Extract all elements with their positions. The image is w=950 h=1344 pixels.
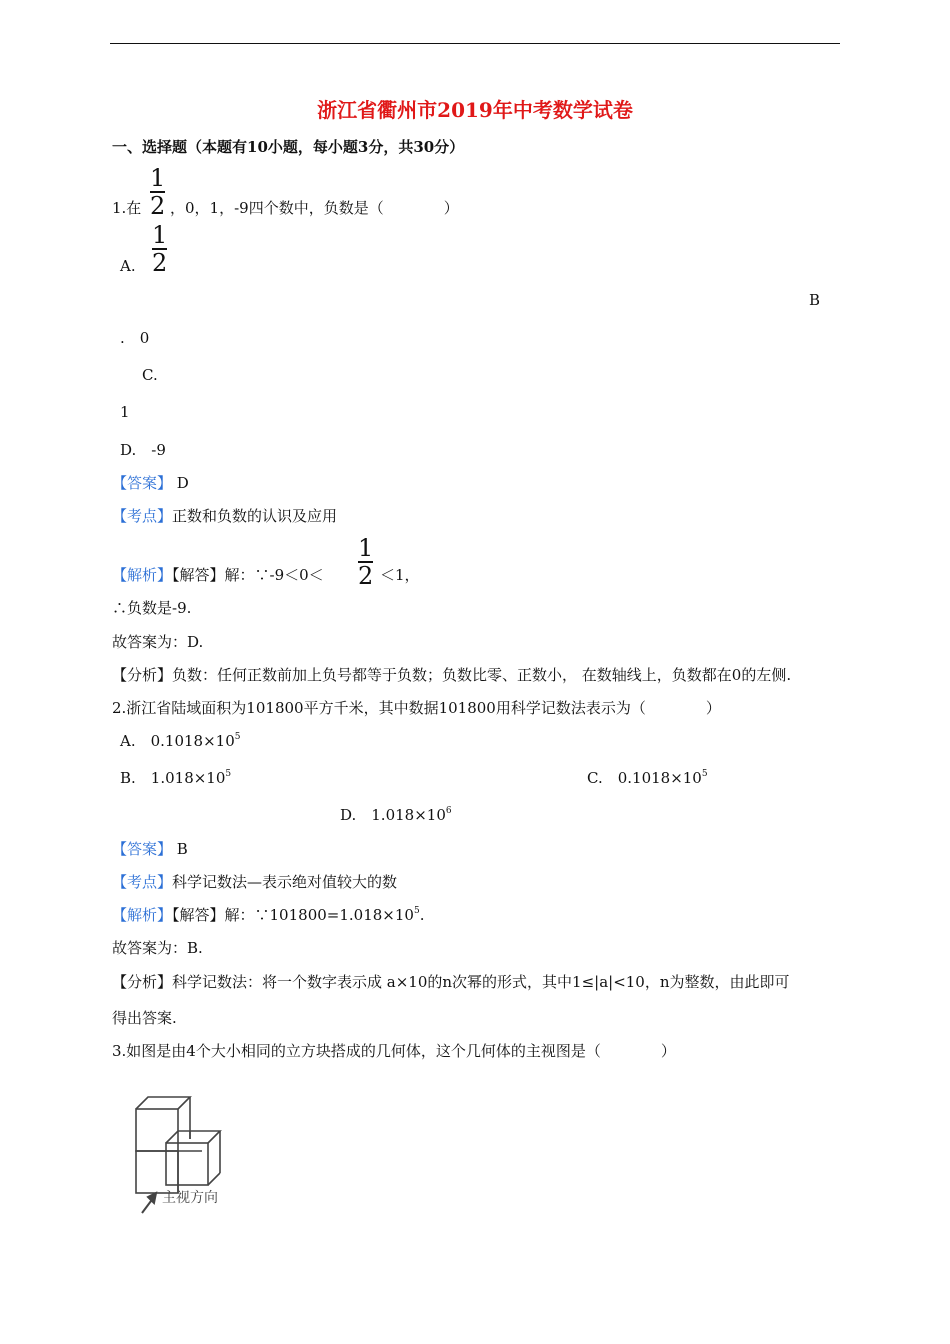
analysis-text: 【解答】解：∵101800=1.018×10 [172, 906, 414, 924]
q1-explanation: 【分析】负数：任何正数前加上负号都等于负数；负数比零、正数小， 在数轴线上，负数都在0的左侧. [112, 666, 792, 684]
q1-knowledge-point [112, 509, 337, 524]
q1-conclusion: ∴负数是-9. [112, 599, 192, 617]
q1-analysis-fraction [358, 536, 373, 588]
q1-fraction [150, 166, 165, 218]
q2-analysis [112, 908, 424, 923]
point-tag: 【考点】 [112, 873, 173, 891]
q2-answer [112, 842, 188, 857]
answer-tag: 【答案】 [112, 474, 173, 492]
q2-knowledge-point [112, 875, 397, 890]
option-text: C. 0.1018×10 [587, 769, 702, 787]
analysis-text: 【解答】解：∵-9＜0＜ [172, 566, 324, 584]
point-text: 科学记数法—表示绝对值较大的数 [172, 873, 398, 891]
q1-lead: 1.在 [112, 199, 142, 217]
page-title: 浙江省衢州市2019年中考数学试卷 [317, 98, 633, 122]
q2-option-d [340, 808, 452, 823]
header-rule [110, 43, 840, 44]
q1-option-c-label: C. [142, 366, 158, 384]
fraction-denominator: 2 [152, 249, 168, 277]
option-text: B. 1.018×10 [120, 769, 226, 787]
q1-stem: ，0，1，-9四个数中，负数是（ ） [170, 199, 459, 217]
q1-option-b-label: B [809, 291, 821, 309]
fraction-denominator: 2 [150, 192, 166, 220]
analysis-tag: 【解析】 [112, 906, 173, 924]
fraction-numerator: 1 [150, 164, 166, 192]
q2-option-a [120, 734, 240, 749]
q1-option-c-value: 1 [120, 403, 130, 421]
q1-option-d: D. -9 [120, 441, 166, 459]
analysis-tag: 【解析】 [112, 566, 173, 584]
fraction-denominator: 2 [358, 562, 374, 590]
figure-label: 主视方向 [162, 1190, 218, 1206]
section-heading: 一、选择题（本题有10小题，每小题3分，共30分） [112, 138, 465, 156]
fraction-numerator: 1 [152, 221, 168, 249]
q1-analysis-pre [112, 568, 324, 583]
q1-option-a-label: A. [120, 257, 136, 275]
q2-option-b [120, 771, 231, 786]
q2-option-c [587, 771, 708, 786]
fraction-numerator: 1 [358, 534, 374, 562]
option-exponent: 5 [225, 769, 232, 779]
option-exponent: 5 [234, 732, 241, 742]
q1-option-b-value: . 0 [120, 329, 150, 347]
point-text: 正数和负数的认识及应用 [172, 507, 338, 525]
q1-answer [112, 476, 189, 491]
analysis-end: . [419, 906, 425, 924]
option-exponent: 6 [445, 806, 452, 816]
q1-option-a-fraction [152, 223, 167, 275]
point-tag: 【考点】 [112, 507, 173, 525]
option-exponent: 5 [701, 769, 708, 779]
q1-final-answer: 故答案为：D. [112, 633, 204, 651]
analysis-exponent: 5 [413, 906, 420, 916]
q3-stem: 3.如图是由4个大小相同的立方块搭成的几何体，这个几何体的主视图是（ ） [112, 1042, 676, 1060]
q1-analysis-post: ＜1， [380, 566, 420, 584]
option-text: D. 1.018×10 [340, 806, 446, 824]
q2-final-answer: 故答案为：B. [112, 939, 203, 957]
q2-explanation-line1: 【分析】科学记数法：将一个数字表示成 a×10的n次幂的形式，其中1≤|a|<10，n为整数，由此即可 [112, 973, 790, 991]
answer-value: B [176, 840, 188, 858]
q2-stem: 2.浙江省陆域面积为101800平方千米，其中数据101800用科学记数法表示为（ ） [112, 699, 721, 717]
answer-value: D [176, 474, 189, 492]
option-text: A. 0.1018×10 [120, 732, 235, 750]
answer-tag: 【答案】 [112, 840, 173, 858]
q3-figure [132, 1085, 272, 1224]
q2-explanation-line2: 得出答案. [112, 1009, 177, 1027]
